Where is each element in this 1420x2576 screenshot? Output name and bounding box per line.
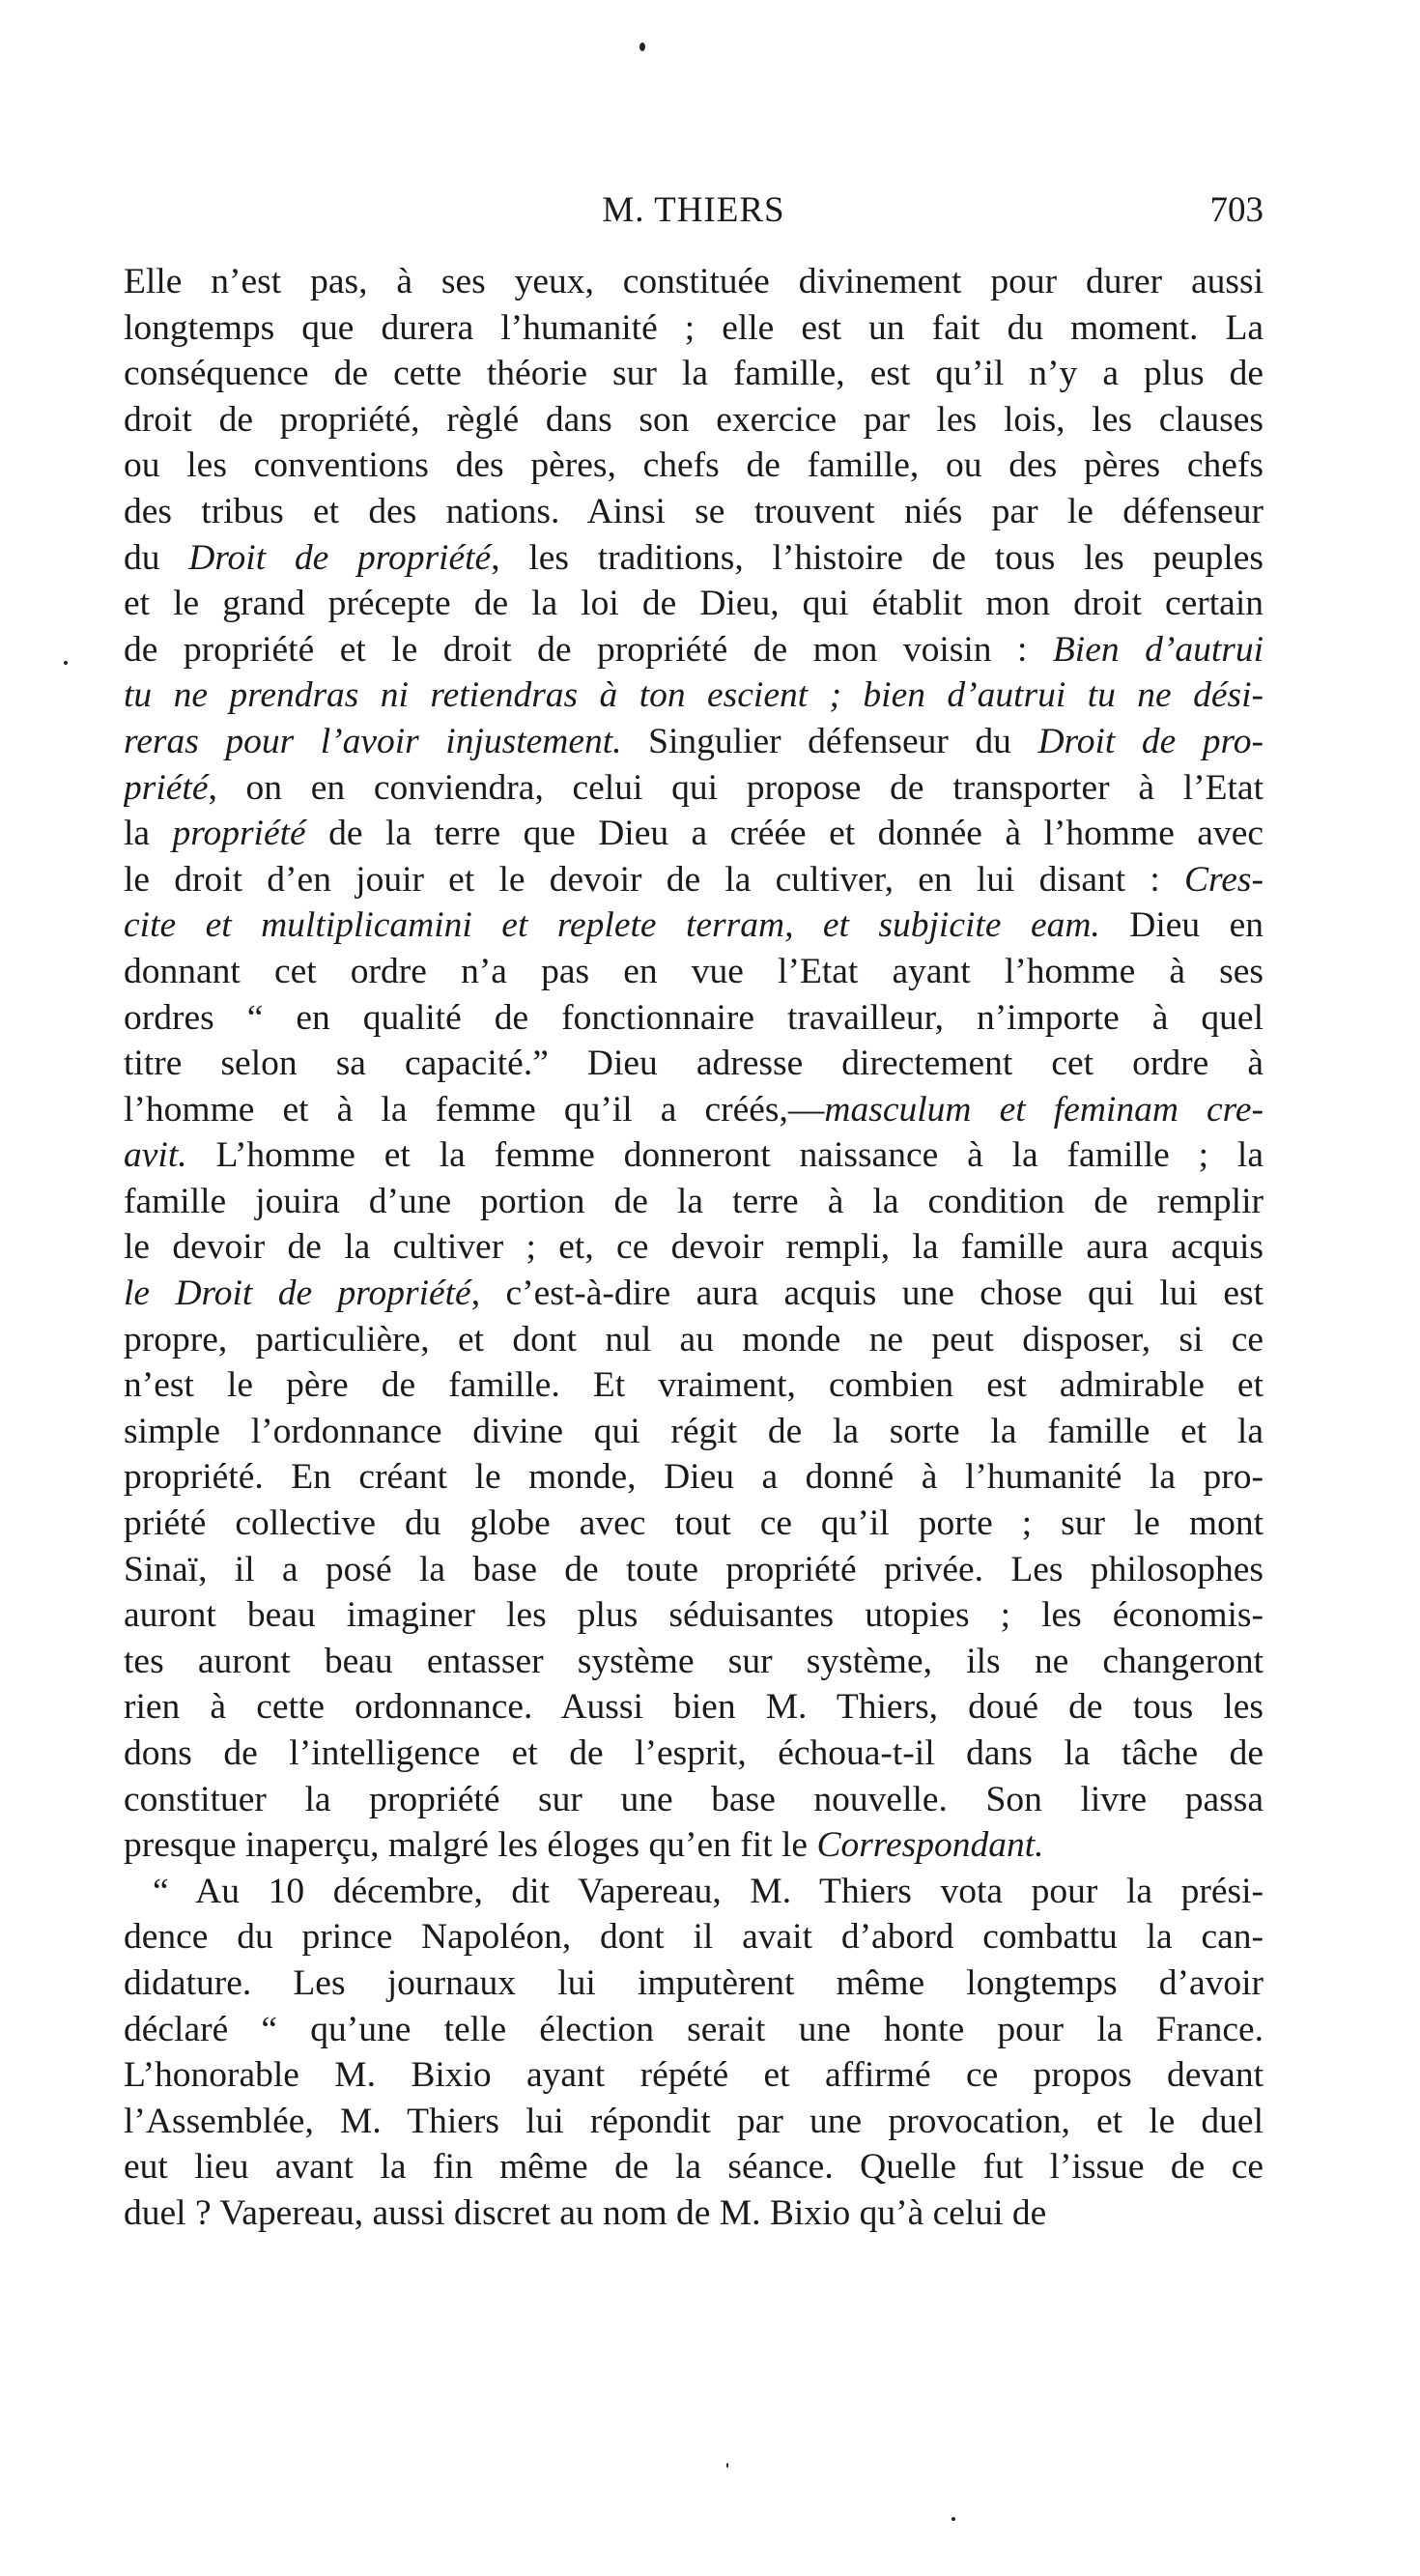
text-line — [124, 1041, 1264, 1087]
text-segment: tes auront beau entasser système sur système, ils ne changeront — [124, 1641, 1264, 1681]
text-line — [124, 1409, 1264, 1455]
text-line — [124, 995, 1264, 1042]
text-segment: donnant cet ordre n’a pas en vue l’Etat ayant l’homme à ses — [124, 951, 1264, 991]
text-line — [124, 765, 1264, 812]
text-line — [124, 811, 1264, 857]
body-text — [124, 259, 1264, 2237]
text-segment: du — [124, 537, 189, 578]
text-line — [124, 1731, 1264, 1777]
italic-text: Droit de propriété — [188, 537, 492, 578]
running-title: M. THIERS — [602, 190, 785, 230]
text-segment: la — [124, 814, 173, 854]
text-segment: longtemps que durera l’humanité ; elle est un fait du moment. La — [124, 307, 1264, 348]
italic-text: Droit de pro- — [1037, 721, 1264, 761]
text-segment: didature. Les journaux lui imputèrent même longtemps d’avoir — [124, 1962, 1264, 2003]
text-line — [124, 1639, 1264, 1685]
text-line — [124, 1087, 1264, 1133]
text-segment: Dieu en — [1099, 905, 1264, 946]
text-line — [124, 581, 1264, 627]
text-segment: L’honorable M. Bixio ayant répété et affirmé ce propos devant — [124, 2055, 1264, 2096]
text-line — [124, 1224, 1264, 1271]
print-speck — [639, 43, 645, 51]
text-segment: conséquence de cette théorie sur la famille, est qu’il n’y a plus de — [124, 354, 1264, 394]
text-segment: déclaré “ qu’une telle élection serait une honte pour la France. — [124, 2009, 1264, 2049]
text-segment: duel ? Vapereau, aussi discret au nom de M. Bixio qu’à celui de — [124, 2192, 1047, 2233]
print-speck — [726, 2463, 728, 2468]
text-line — [124, 2052, 1264, 2099]
text-segment: famille jouira d’une portion de la terre à la condition de remplir — [124, 1181, 1264, 1221]
text-segment: le droit d’en jouir et le devoir de la cultiver, en lui disant : — [124, 859, 1185, 900]
text-segment: des tribus et des nations. Ainsi se trouvent niés par le défenseur — [124, 491, 1264, 531]
text-line — [124, 1684, 1264, 1731]
italic-text: cite et multiplicamini et replete terram, et subjicite eam. — [124, 905, 1100, 946]
text-line — [124, 2190, 1264, 2237]
paragraph — [124, 1869, 1264, 2237]
running-head — [124, 189, 1264, 232]
text-segment: “ Au 10 décembre, dit Vapereau, M. Thiers vota pour la prési- — [153, 1871, 1264, 1911]
text-line — [124, 1869, 1264, 1915]
text-line — [124, 1132, 1264, 1179]
text-line — [124, 535, 1264, 582]
text-segment: le devoir de la cultiver ; et, ce devoir rempli, la famille aura acquis — [124, 1227, 1264, 1268]
text-line — [124, 857, 1264, 903]
text-line — [124, 1454, 1264, 1501]
italic-text: priété — [124, 767, 209, 808]
italic-text: reras pour l’avoir injustement. — [124, 721, 622, 761]
text-line — [124, 1179, 1264, 1225]
text-segment: presque inaperçu, malgré les éloges qu’en fit le — [124, 1825, 817, 1866]
text-segment: priété collective du globe avec tout ce qu’il porte ; sur le mont — [124, 1503, 1264, 1544]
text-line — [124, 1777, 1264, 1823]
text-segment: et le grand précepte de la loi de Dieu, qui établit mon droit certain — [124, 584, 1264, 624]
text-line — [124, 305, 1264, 352]
text-line — [124, 1501, 1264, 1547]
text-segment: propriété. En créant le monde, Dieu a donné à l’humanité la pro- — [124, 1457, 1264, 1498]
print-speck — [951, 2517, 955, 2521]
text-line — [124, 443, 1264, 489]
text-line — [124, 1961, 1264, 2007]
print-speck — [64, 661, 68, 665]
text-line — [124, 1271, 1264, 1317]
text-segment: titre selon sa capacité.” Dieu adresse directement cet ordre à — [124, 1044, 1264, 1084]
text-line — [124, 627, 1264, 673]
text-line — [124, 1592, 1264, 1639]
italic-text: Cres- — [1184, 859, 1264, 900]
italic-text: Bien d’autrui — [1052, 629, 1264, 670]
text-line — [124, 397, 1264, 444]
paragraph — [124, 259, 1264, 1869]
text-line — [124, 2007, 1264, 2053]
italic-text: masculum et feminam cre- — [824, 1089, 1264, 1130]
text-segment: L’homme et la femme donneront naissance à la famille ; la — [186, 1135, 1264, 1176]
text-line — [124, 673, 1264, 719]
text-segment: simple l’ordonnance divine qui régit de la sorte la famille et la — [124, 1411, 1264, 1451]
text-segment: rien à cette ordonnance. Aussi bien M. Thiers, doué de tous les — [124, 1687, 1264, 1728]
text-segment: l’Assemblée, M. Thiers lui répondit par une provocation, et le duel — [124, 2101, 1264, 2141]
text-segment: ou les conventions des pères, chefs de famille, ou des pères chefs — [124, 445, 1264, 486]
text-segment: de propriété et le droit de propriété de mon voisin : — [124, 629, 1053, 670]
text-line — [124, 949, 1264, 995]
text-line — [124, 719, 1264, 765]
text-segment: dence du prince Napoléon, dont il avait d’abord combattu la can- — [124, 1917, 1264, 1958]
text-segment: constituer la propriété sur une base nouvelle. Son livre passa — [124, 1779, 1264, 1819]
text-segment: Singulier défenseur du — [621, 721, 1038, 761]
text-segment: ordres “ en qualité de fonctionnaire travailleur, n’importe à quel — [124, 997, 1264, 1038]
italic-text: propriété — [172, 814, 306, 854]
text-segment: l’homme et à la femme qu’il a créés,— — [124, 1089, 825, 1130]
page-number: 703 — [1209, 190, 1264, 230]
text-line — [124, 259, 1264, 305]
text-segment: dons de l’intelligence et de l’esprit, échoua-t-il dans la tâche de — [124, 1733, 1264, 1773]
text-line — [124, 1547, 1264, 1593]
text-line — [124, 1822, 1264, 1869]
text-segment: n’est le père de famille. Et vraiment, combien est admirable et — [124, 1365, 1264, 1406]
text-line — [124, 1317, 1264, 1363]
text-line — [124, 489, 1264, 535]
text-segment: auront beau imaginer les plus séduisantes utopies ; les économis- — [124, 1595, 1264, 1636]
text-line — [124, 1914, 1264, 1961]
text-segment: , les traditions, l’histoire de tous les peuples — [491, 537, 1264, 578]
text-segment: , c’est-à-dire aura acquis une chose qui lui est — [470, 1274, 1264, 1314]
italic-text: le Droit de propriété — [124, 1274, 471, 1314]
text-segment: droit de propriété, règlé dans son exercice par les lois, les clauses — [124, 399, 1264, 440]
text-segment: eut lieu avant la fin même de la séance. Quelle fut l’issue de ce — [124, 2147, 1264, 2188]
text-line — [124, 2099, 1264, 2145]
italic-text: tu ne prendras ni retiendras à ton escient ; bien d’autrui tu ne dési- — [124, 675, 1264, 716]
italic-text: Correspondant. — [816, 1825, 1044, 1866]
text-segment: de la terre que Dieu a créée et donnée à l’homme avec — [305, 814, 1264, 854]
text-line — [124, 1362, 1264, 1409]
text-line — [124, 2144, 1264, 2190]
text-segment: Sinaï, il a posé la base de toute propriété privée. Les philosophes — [124, 1549, 1264, 1589]
text-segment: , on en conviendra, celui qui propose de transporter à l’Etat — [208, 767, 1264, 808]
text-segment: Elle n’est pas, à ses yeux, constituée divinement pour durer aussi — [124, 262, 1264, 301]
text-line — [124, 902, 1264, 949]
text-segment: propre, particulière, et dont nul au monde ne peut disposer, si ce — [124, 1319, 1264, 1360]
italic-text: avit. — [124, 1135, 187, 1176]
text-line — [124, 351, 1264, 397]
